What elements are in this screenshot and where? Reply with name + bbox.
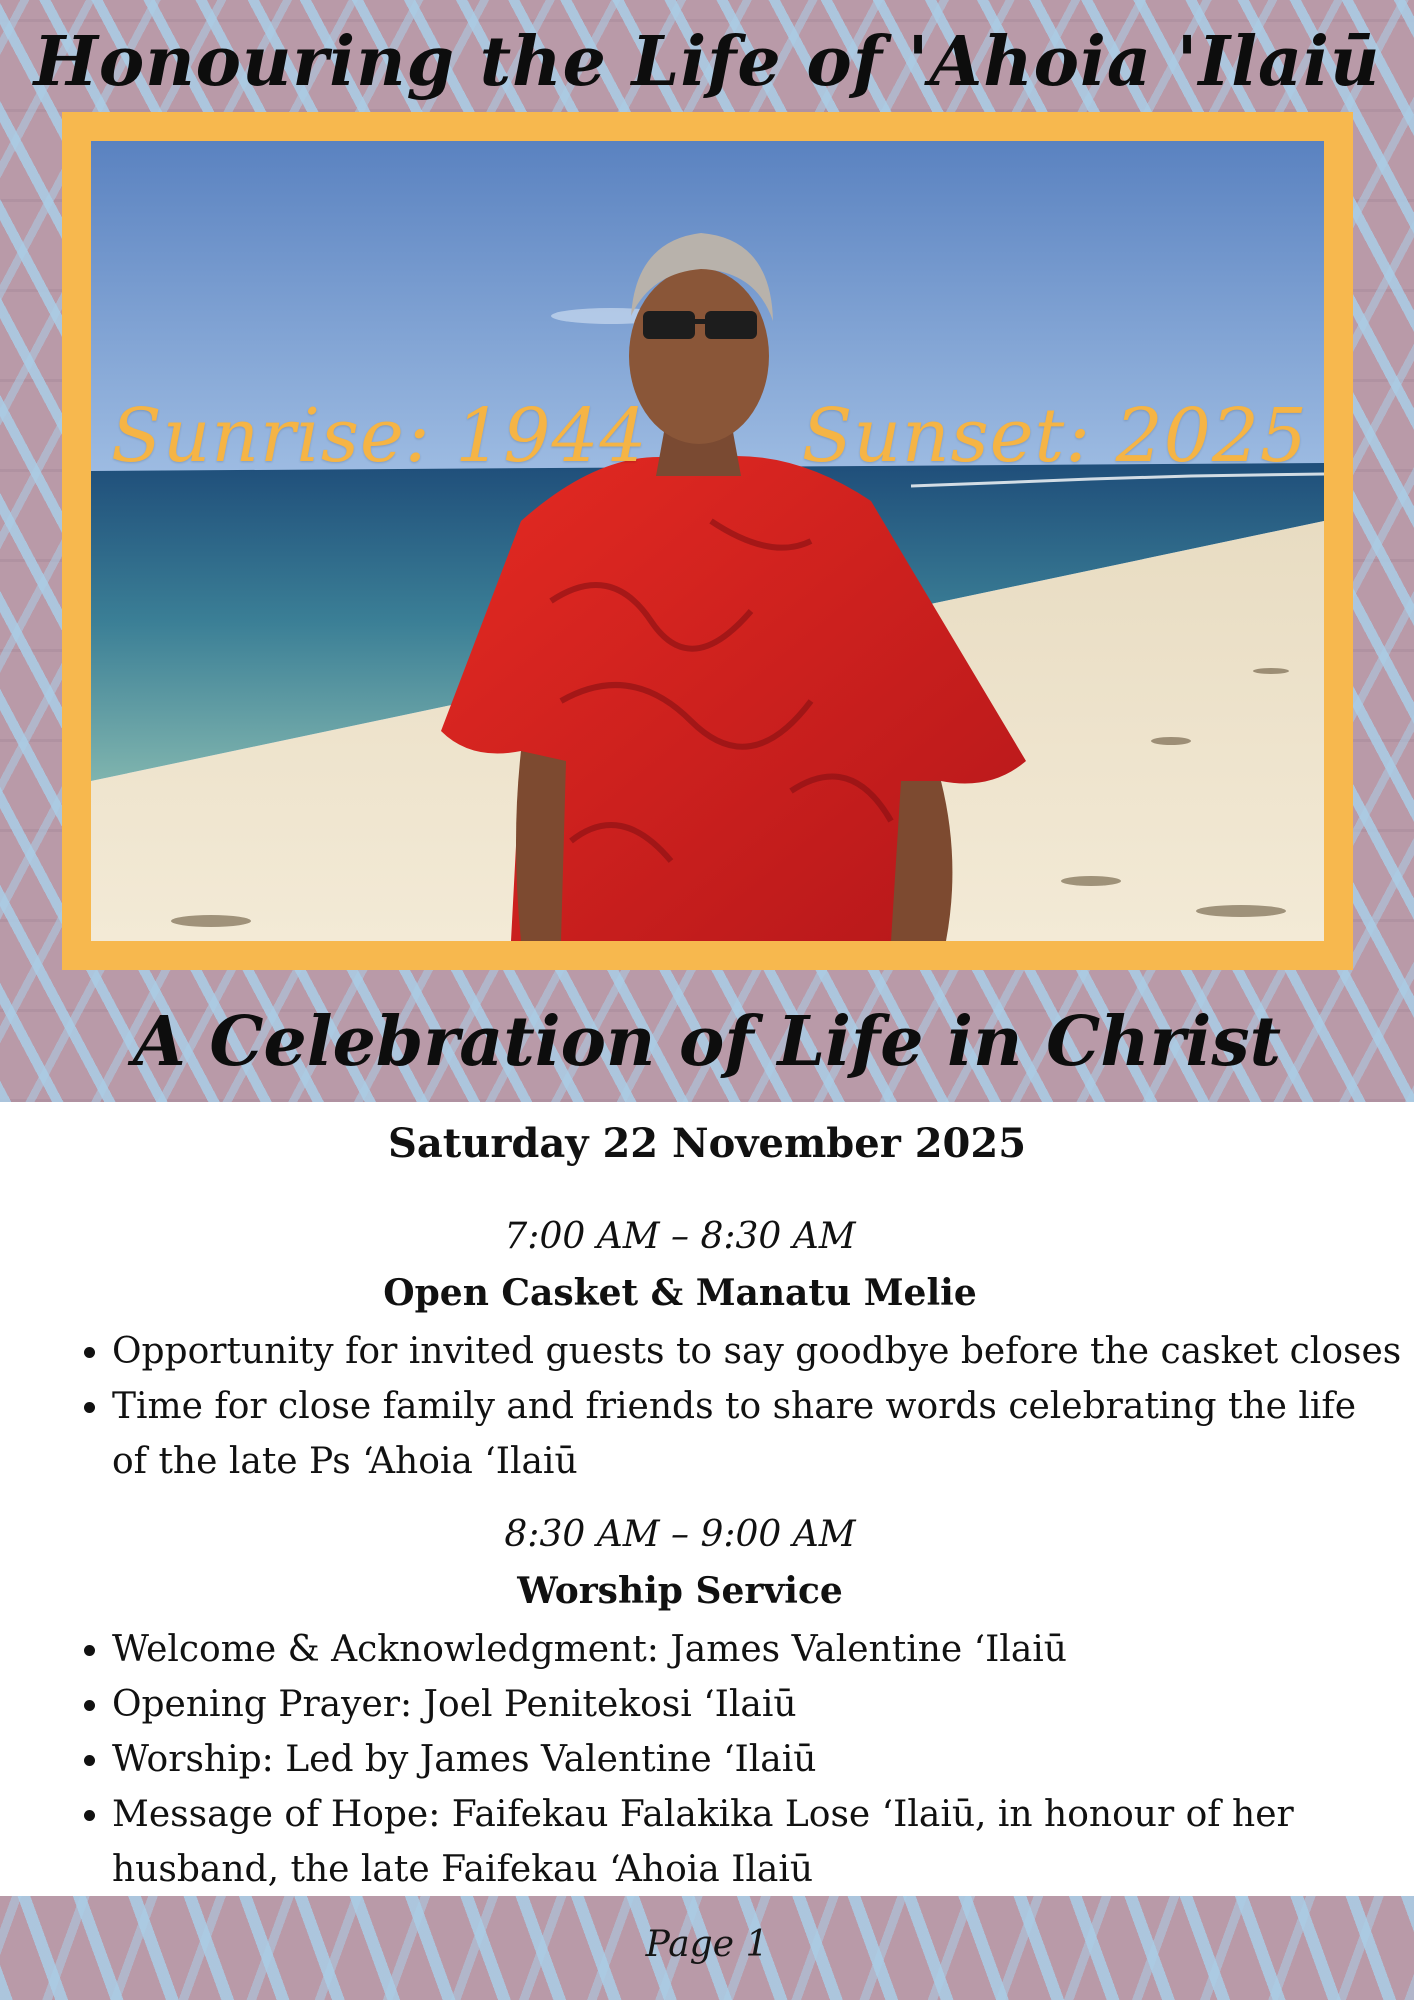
section-heading: Worship Service — [517, 1570, 843, 1612]
service-date: Saturday 22 November 2025 — [387, 1120, 1027, 1167]
list-item: • Message of Hope: Faifekau Falakika Lose ‘Ilaiū, in honour of her husband, the late Faifekau ‘Ahoia Ilaiū — [112, 1787, 1402, 1897]
page-number: Page 1 — [645, 1924, 769, 1965]
sunset-year: Sunset: 2025 — [801, 393, 1308, 479]
section-time: 8:30 AM – 9:00 AM — [504, 1514, 856, 1555]
beach-portrait-image — [91, 141, 1324, 941]
section-item-list — [72, 1622, 1402, 1897]
section-heading: Open Casket & Manatu Melie — [383, 1272, 977, 1314]
photo-frame — [62, 112, 1353, 970]
list-item: • Time for close family and friends to share words celebrating the life of the late Ps ‘Ahoia ‘Ilaiū — [112, 1379, 1402, 1489]
page-title: Honouring the Life of 'Ahoia 'Ilaiū — [33, 22, 1381, 102]
list-item: • Opening Prayer: Joel Penitekosi ‘Ilaiū — [112, 1677, 1402, 1732]
sunrise-year: Sunrise: 1944 — [111, 393, 648, 479]
memorial-photo — [91, 141, 1324, 941]
celebration-subtitle: A Celebration of Life in Christ — [132, 1002, 1282, 1082]
list-item: • Welcome & Acknowledgment: James Valentine ‘Ilaiū — [112, 1622, 1402, 1677]
list-item: • Worship: Led by James Valentine ‘Ilaiū — [112, 1732, 1402, 1787]
list-item: • Opportunity for invited guests to say goodbye before the casket closes — [112, 1324, 1402, 1379]
program-content — [0, 1102, 1414, 1896]
section-item-list — [72, 1324, 1402, 1489]
section-time: 7:00 AM – 8:30 AM — [504, 1216, 856, 1257]
